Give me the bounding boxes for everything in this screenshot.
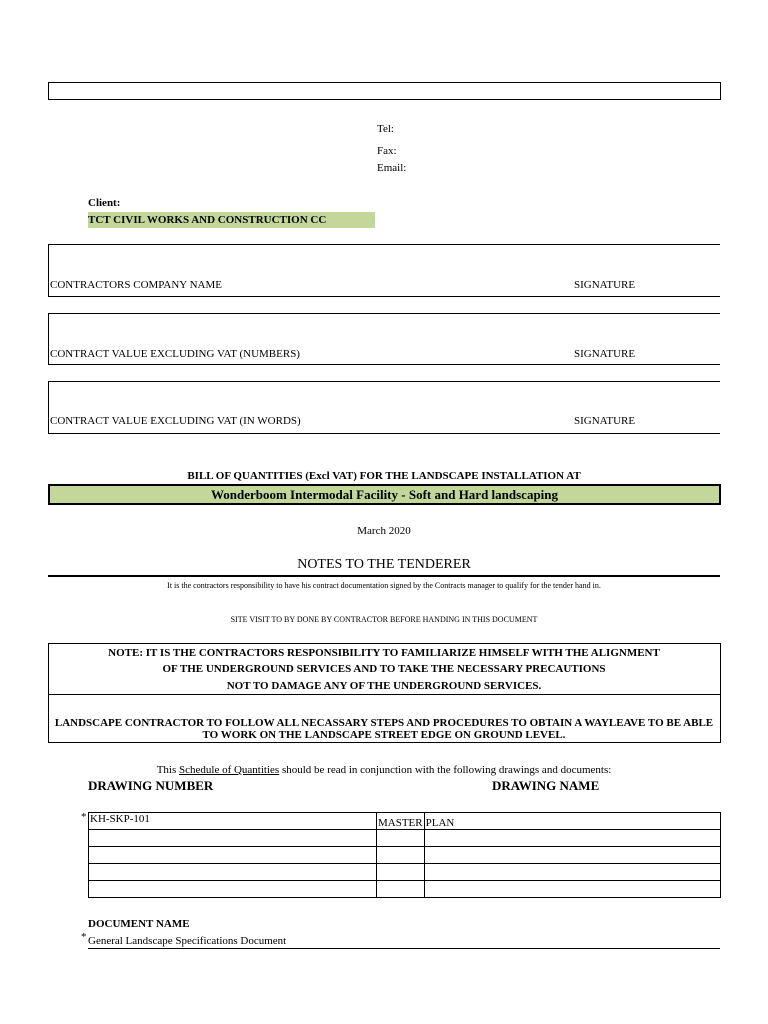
drawing-name-cell-a [377,830,425,847]
drawing-marker: * [81,811,87,823]
drawing-name-cell-b: PLAN [424,813,720,830]
table-row [89,813,721,830]
drawing-number-cell: KH-SKP-101 [89,813,377,830]
note-line-1: NOTE: IT IS THE CONTRACTORS RESPONSIBILITY TO FAMILIARIZE HIMSELF WITH THE ALIGNMENT [108,647,660,659]
project-title: Wonderboom Intermodal Facility - Soft and Hard landscaping [48,484,721,505]
tel-label: Tel: [377,123,394,135]
drawing-name-cell-b [424,864,720,881]
notes-line-2: SITE VISIT TO BY DONE BY CONTRACTOR BEFORE HANDING IN THIS DOCUMENT [230,615,538,624]
value-numbers-label: CONTRACT VALUE EXCLUDING VAT (NUMBERS) [50,348,300,360]
fax-label: Fax: [377,145,397,157]
wayleave-line-2: TO WORK ON THE LANDSCAPE STREET EDGE ON GROUND LEVEL. [202,729,566,741]
company-signature-label: SIGNATURE [574,279,636,291]
email-label: Email: [377,162,407,174]
drawing-name-cell-a [377,847,425,864]
note-line-2: OF THE UNDERGROUND SERVICES AND TO TAKE THE NECESSARY PRECAUTIONS [162,663,606,675]
company-name-label: CONTRACTORS COMPANY NAME [50,279,222,291]
drawing-number-cell [89,847,377,864]
table-row [89,864,721,881]
note-box-divider [48,694,720,695]
boq-date: March 2020 [357,525,411,537]
drawing-number-cell [89,864,377,881]
table-row [89,881,721,898]
document-underline [88,948,720,949]
drawing-name-cell-b [424,830,720,847]
wayleave-line-1: LANDSCAPE CONTRACTOR TO FOLLOW ALL NECASSARY STEPS AND PROCEDURES TO OBTAIN A WAYLEAVE TO BE ABLE [54,717,714,729]
drawings-table [88,812,721,898]
notes-title: NOTES TO THE TENDERER [297,557,471,572]
table-row [89,847,721,864]
schedule-intro-pre: This [156,764,179,776]
notes-line-1: It is the contractors responsibility to have his contract documentation signed by the Contracts manager to qualify for the tender hand in. [167,581,601,590]
note-line-3: NOT TO DAMAGE ANY OF THE UNDERGROUND SERVICES. [226,680,542,692]
drawing-name-cell-b [424,881,720,898]
client-label: Client: [88,197,121,209]
table-row [89,830,721,847]
document-item: General Landscape Specifications Document [88,935,287,947]
drawing-name-cell-a [377,864,425,881]
drawing-name-cell-b [424,847,720,864]
document-marker: * [81,931,87,943]
value-words-signature-label: SIGNATURE [574,415,636,427]
header-box [48,82,721,100]
drawing-name-cell-a [377,881,425,898]
drawing-number-heading: DRAWING NUMBER [88,778,214,793]
document-name-heading: DOCUMENT NAME [88,918,190,930]
drawing-number-cell [89,830,377,847]
schedule-intro-post: should be read in conjunction with the following drawings and documents: [279,764,612,776]
value-numbers-signature-label: SIGNATURE [574,348,636,360]
notes-divider [48,575,720,577]
value-words-label: CONTRACT VALUE EXCLUDING VAT (IN WORDS) [50,415,301,427]
schedule-intro-link: Schedule of Quantities [179,764,280,776]
client-name: TCT CIVIL WORKS AND CONSTRUCTION CC [88,212,375,228]
drawing-name-heading: DRAWING NAME [492,778,600,793]
drawing-number-cell [89,881,377,898]
schedule-intro [48,764,720,776]
boq-heading: BILL OF QUANTITIES (Excl VAT) FOR THE LANDSCAPE INSTALLATION AT [187,470,581,482]
drawing-name-cell-a: MASTER [377,813,425,830]
